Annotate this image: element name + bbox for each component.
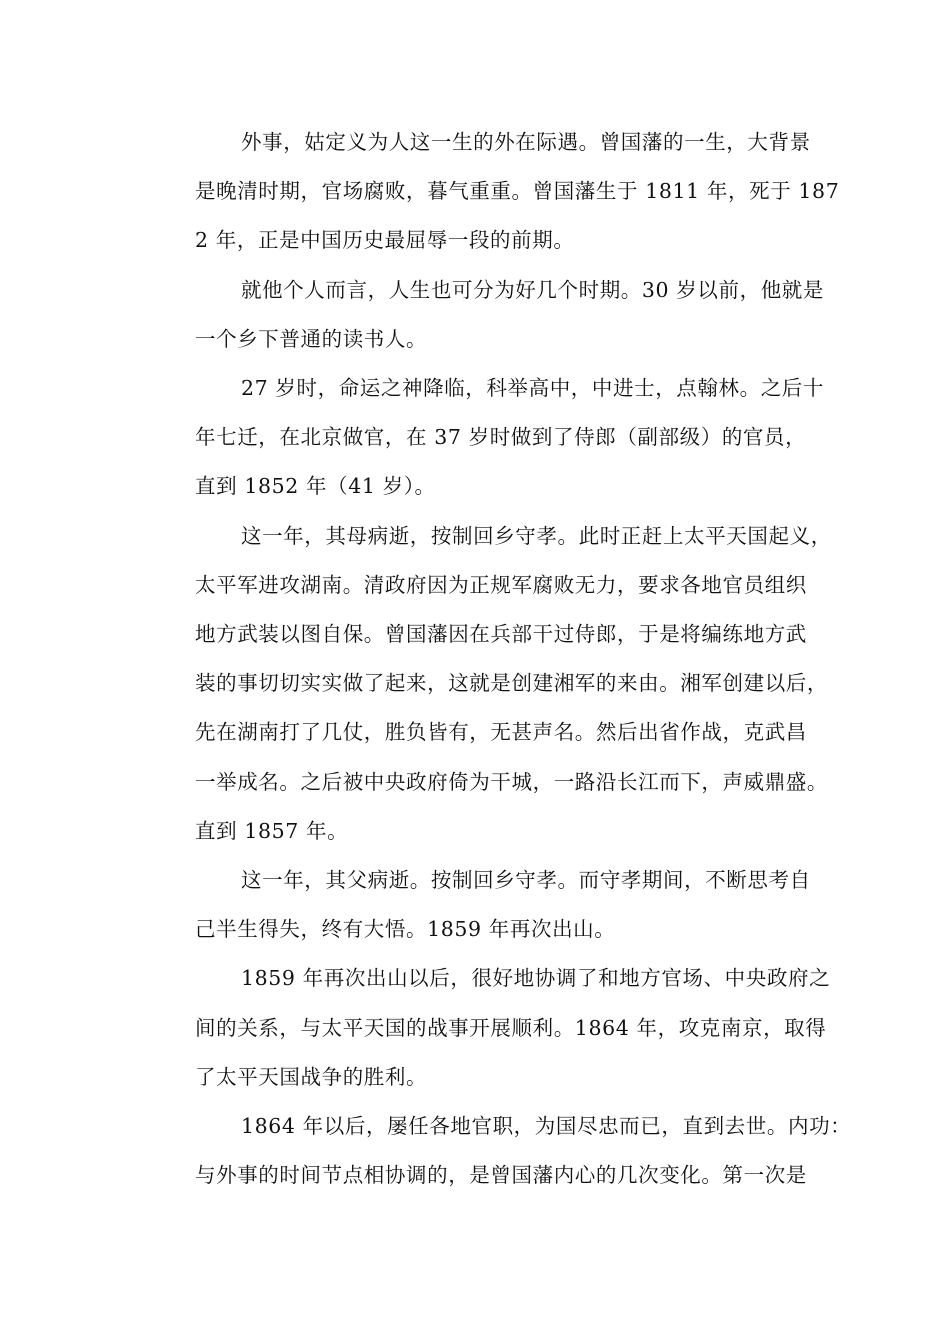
text-line: 1864 年以后，屡任各地官职，为国尽忠而已，直到去世。内功：: [241, 1114, 852, 1139]
text-line: 这一年，其父病逝。按制回乡守孝。而守孝期间，不断思考自: [241, 868, 811, 893]
text-line: 1859 年再次出山以后，很好地协调了和地方官场、中央政府之: [241, 966, 831, 991]
paragraph-3: [154, 364, 824, 512]
text-line: 是晚清时期，官场腐败，暮气重重。曾国藩生于 1811 年，死于 187: [195, 179, 840, 204]
text-line: 直到 1857 年。: [195, 818, 349, 843]
text-line: 27 岁时，命运之神降临，科举高中，中进士，点翰林。之后十: [241, 376, 824, 401]
paragraph-7: [154, 1102, 852, 1200]
document-body: [154, 118, 852, 1200]
paragraph-1: [154, 118, 840, 266]
text-line: 太平军进攻湖南。清政府因为正规军腐败无力，要求各地官员组织: [195, 572, 807, 597]
paragraph-2: [154, 266, 824, 364]
text-line: 年七迁，在北京做官，在 37 岁时做到了侍郎（副部级）的官员，: [195, 425, 807, 450]
text-line: 2 年，正是中国历史最屈辱一段的前期。: [195, 228, 575, 253]
paragraph-4: [154, 512, 832, 856]
text-line: 了太平天国战争的胜利。: [195, 1064, 428, 1089]
paragraph-6: [154, 954, 831, 1102]
text-line: 一个乡下普通的读书人。: [195, 326, 428, 351]
text-line: 地方武装以图自保。曾国藩因在兵部干过侍郎，于是将编练地方武: [195, 622, 807, 647]
text-line: 先在湖南打了几仗，胜负皆有，无甚声名。然后出省作战，克武昌: [195, 720, 807, 745]
text-line: 装的事切切实实做了起来，这就是创建湘军的来由。湘军创建以后，: [195, 671, 828, 696]
text-line: 直到 1852 年（41 岁）。: [195, 474, 436, 499]
text-line: 一举成名。之后被中央政府倚为干城，一路沿长江而下，声威鼎盛。: [195, 769, 828, 794]
text-line: 外事，姑定义为人这一生的外在际遇。曾国藩的一生，大背景: [241, 130, 811, 154]
text-line: 间的关系，与太平天国的战事开展顺利。1864 年，攻克南京，取得: [195, 1015, 827, 1040]
text-line: 这一年，其母病逝，按制回乡守孝。此时正赶上太平天国起义，: [241, 523, 832, 548]
text-line: 与外事的时间节点相协调的，是曾国藩内心的几次变化。第一次是: [195, 1163, 807, 1188]
text-line: 就他个人而言，人生也可分为好几个时期。30 岁以前，他就是: [241, 277, 824, 302]
text-line: 己半生得失，终有大悟。1859 年再次出山。: [195, 917, 616, 942]
paragraph-5: [154, 856, 814, 954]
